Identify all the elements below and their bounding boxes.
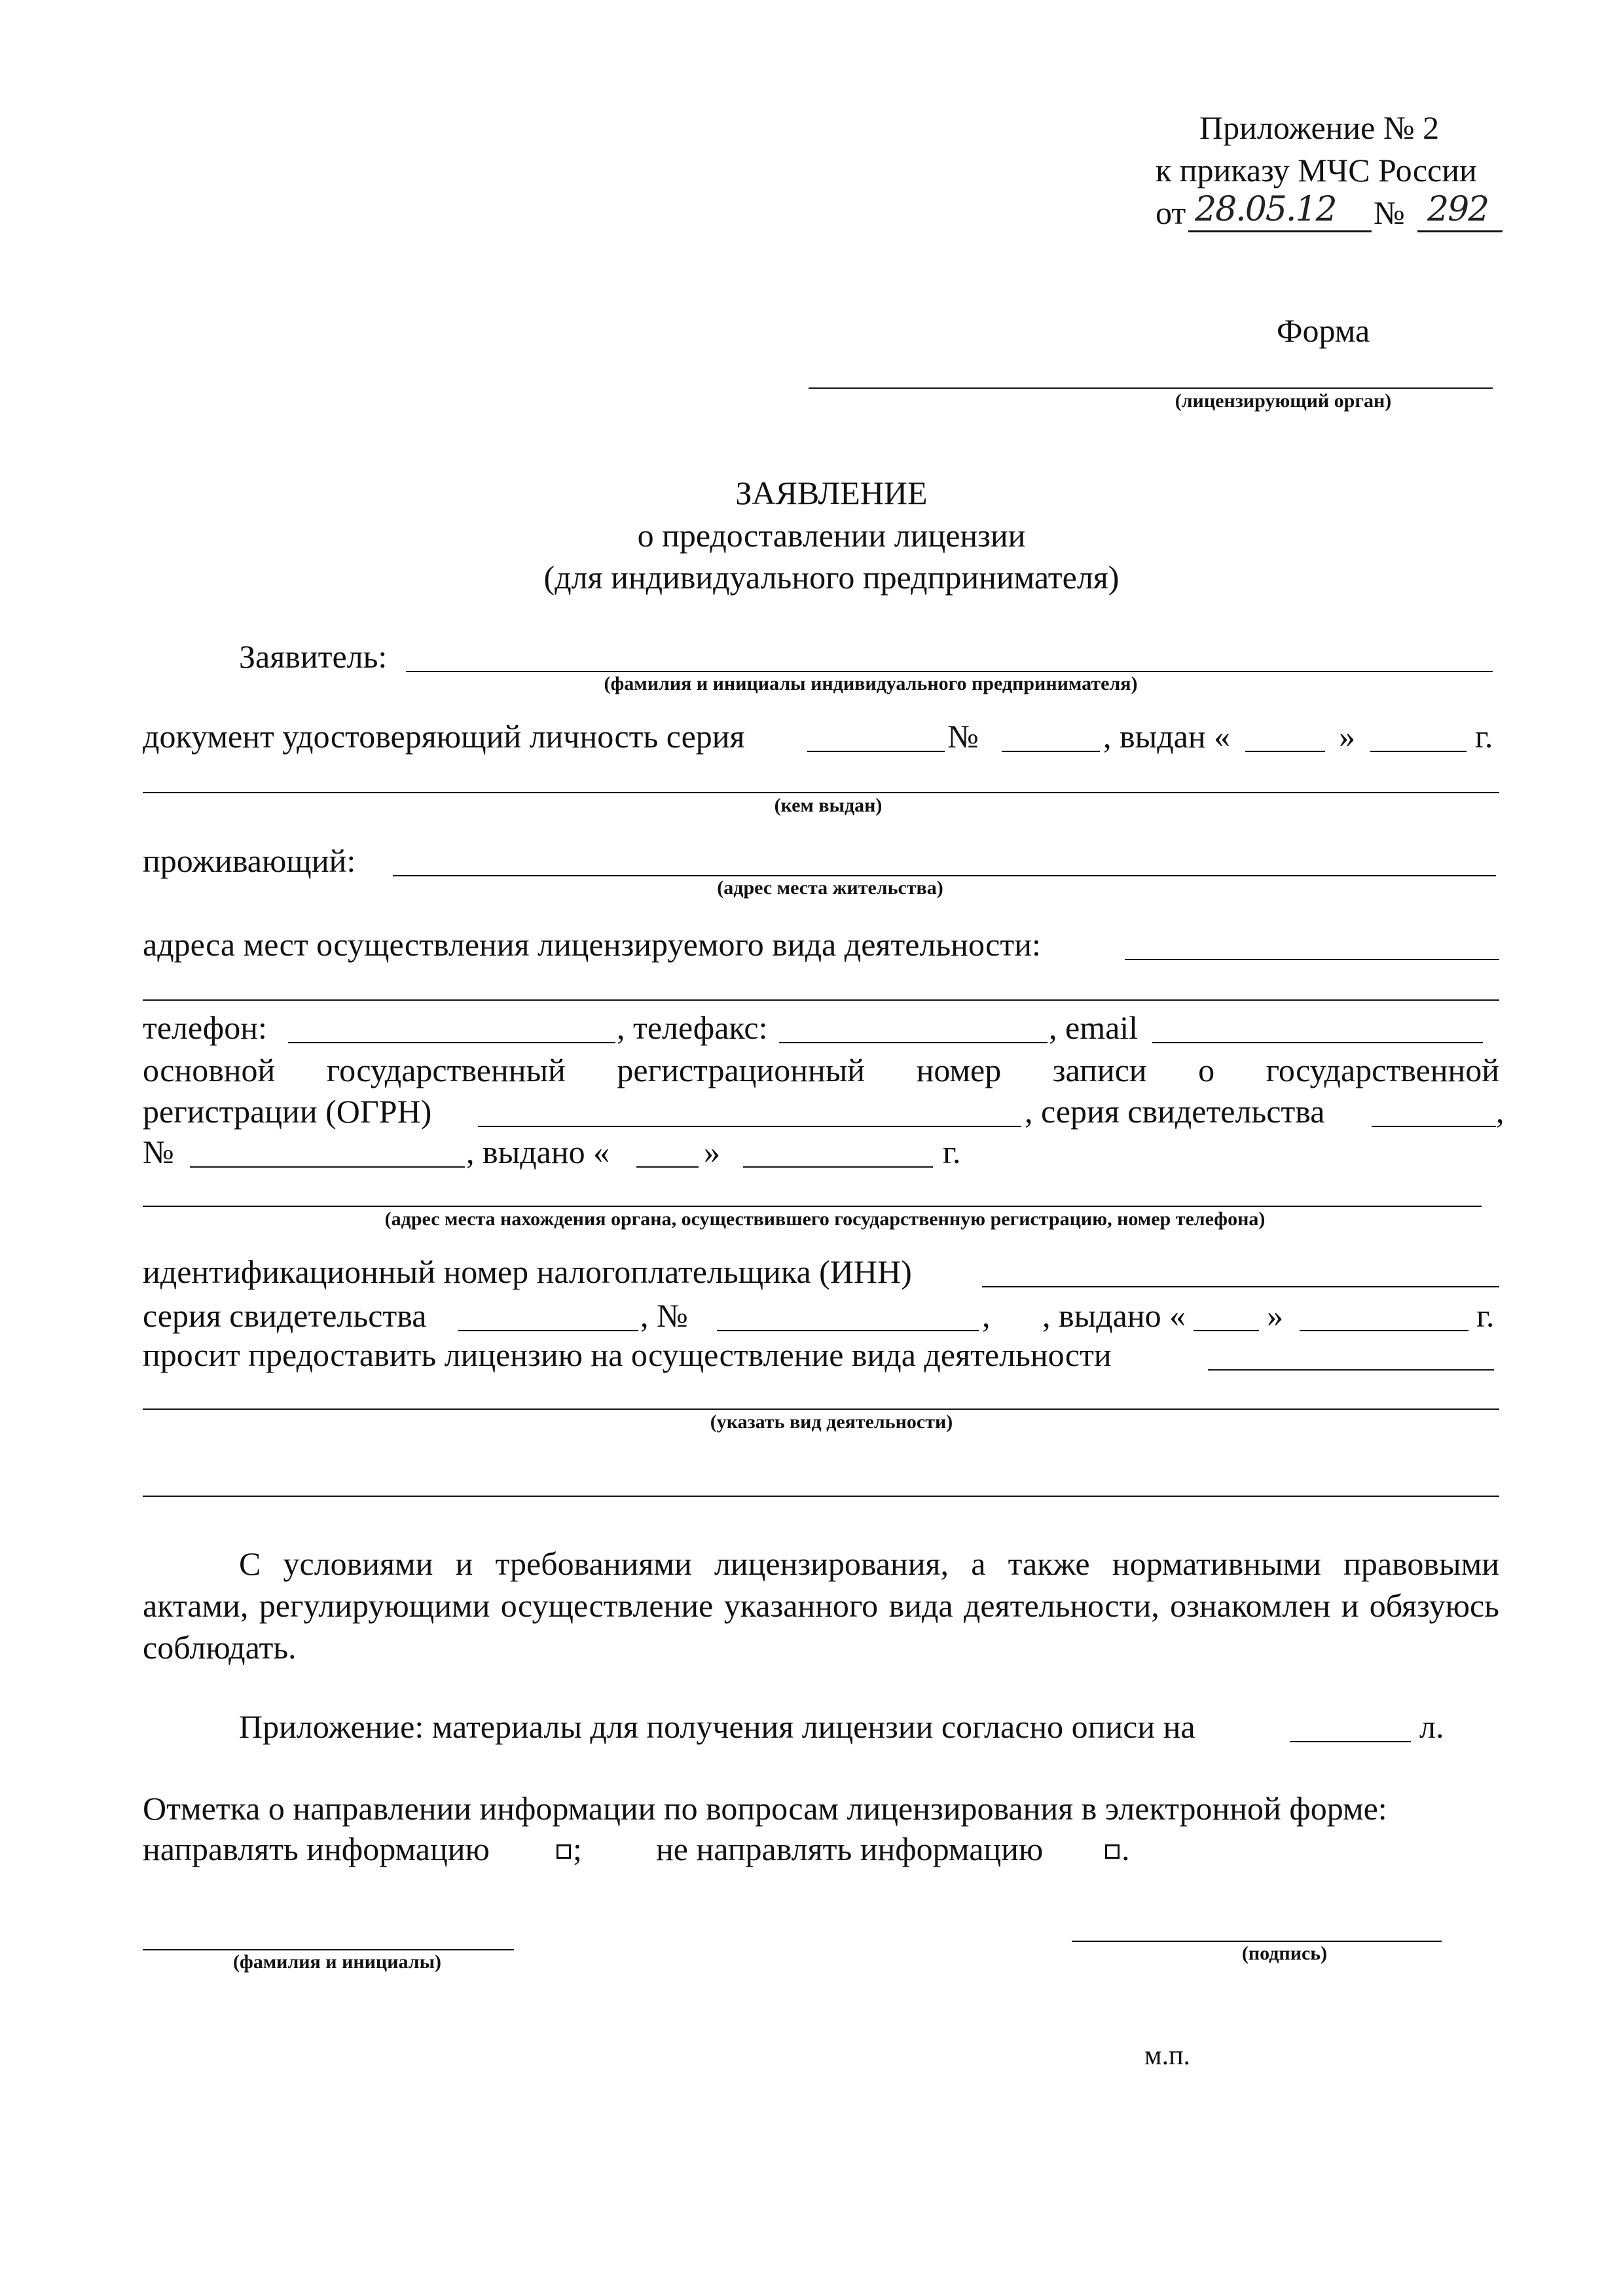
id-issued-month-field[interactable]	[1370, 751, 1467, 752]
email-field[interactable]	[1152, 1042, 1483, 1043]
signatory-name-field[interactable]	[143, 1949, 514, 1950]
certificate-number-field[interactable]	[190, 1166, 465, 1168]
electronic-notice-label: Отметка о направлении информации по вопросам лицензирования в электронной форме:	[143, 1790, 1387, 1827]
certificate-month-field[interactable]	[743, 1166, 933, 1168]
activity-type-field[interactable]	[1208, 1369, 1494, 1371]
caption-residence: (адрес места жительства)	[717, 877, 943, 899]
attachment-pages-field[interactable]	[1290, 1741, 1411, 1742]
applicant-label: Заявитель:	[239, 638, 388, 675]
activity-addresses-field[interactable]	[1125, 959, 1499, 960]
ogrn-label: регистрации (ОГРН)	[143, 1093, 432, 1130]
residing-label: проживающий:	[143, 842, 356, 879]
form-label: Форма	[1277, 312, 1370, 349]
order-date-prefix: от	[1156, 194, 1186, 231]
attachment-label: Приложение: материалы для получения лицензии согласно описи на	[239, 1708, 1195, 1745]
caption-issued-by: (кем выдан)	[774, 795, 883, 816]
applicant-field[interactable]	[406, 671, 1493, 672]
handwritten-date: 28.05.12	[1195, 190, 1336, 229]
handwritten-number: 292	[1427, 190, 1489, 229]
certificate-series-field[interactable]	[1372, 1126, 1496, 1127]
send-info-label: направлять информацию	[143, 1831, 490, 1867]
inn-label: идентификационный номер налогоплательщика (ИНН)	[143, 1253, 912, 1290]
acknowledgement-paragraph: С условиями и требованиями лицензирования, а также нормативными правовыми актами, регулирующими осуществление указанного вида деятельности, ознакомлен и обязуюсь соблюдать.	[143, 1545, 1499, 1666]
certificate-day-field[interactable]	[636, 1166, 699, 1168]
inn-day-field[interactable]	[1194, 1330, 1259, 1331]
activity-type-field-3[interactable]	[143, 1496, 1499, 1497]
order-number-sign: №	[1374, 194, 1405, 231]
caption-activity-type: (указать вид деятельности)	[710, 1411, 953, 1433]
ogrn-field[interactable]	[478, 1126, 1021, 1127]
no-send-info-label: не направлять информацию	[656, 1831, 1044, 1867]
certificate-series-label: , серия свидетельства	[1025, 1093, 1325, 1130]
issued-by-field[interactable]	[143, 792, 1499, 793]
request-label: просит предоставить лицензию на осуществление вида деятельности	[143, 1336, 1112, 1373]
activity-addresses-field-2[interactable]	[143, 999, 1499, 1001]
caption-name: (фамилия и инициалы)	[232, 1951, 442, 1973]
subtitle: о предоставлении лицензии	[637, 517, 1026, 554]
subtitle-2: (для индивидуального предпринимателя)	[543, 559, 1120, 596]
inn-number-field[interactable]	[717, 1330, 979, 1331]
seal-place: м.п.	[1144, 2041, 1191, 2071]
caption-registration-authority: (адрес места нахождения органа, осуществившего государственную регистрацию, номер телефона)	[384, 1208, 1266, 1230]
no-send-info-checkbox[interactable]	[1105, 1844, 1120, 1859]
id-series-field[interactable]	[807, 751, 945, 752]
residence-field[interactable]	[393, 875, 1496, 876]
fax-label: , телефакс:	[617, 1009, 768, 1046]
caption-applicant: (фамилия и инициалы индивидуального предпринимателя)	[604, 673, 1138, 694]
caption-signature: (подпись)	[1241, 1943, 1328, 1964]
title: ЗАЯВЛЕНИЕ	[735, 475, 928, 511]
id-number-field[interactable]	[1002, 751, 1100, 752]
inn-field[interactable]	[982, 1286, 1499, 1287]
send-info-checkbox[interactable]	[556, 1844, 571, 1859]
document-page: Приложение № 2 к приказу МЧС России от 28.05.12 № 292 Форма (лицензирующий орган) ЗАЯВЛЕНИЕ о предоставлении лицензии (для индивидуального предпринимателя) Заявитель: (фамилия и инициалы индивидуального предпринимателя) документ удостоверяющий личность серия № , выдан « » г. (кем выдан) проживающий: (адрес места жительства) адреса мест осуществления лицензируемого вида деятельности: телефон: , телефакс: , email основной государственный регистрационный номер записи о государственной регистрации (ОГРН) , серия свидетельства , № , выдано « » г. (адрес места нахождения органа, осуществившего государственную регистрацию, номер телефона) идентификационный номер налогоплательщика (ИНН) серия свидетельства , № , , выдано « » г. просит предоставить лицензию на осуществление вида деятельности (указать вид деятельности) С условиями и требованиями лицензирования, а также нормативными правовыми актами, регулирующими осуществление указанного вида деятельности, ознакомлен и обязуюсь соблюдать. Приложение: материалы для получения лицензии согласно описи на л. Отметка о направлении информации по вопросам лицензирования в электронной форме: направлять информацию ; не направлять информацию . (фамилия и инициалы) (подпись) м.п.	[0, 0, 1623, 2296]
signature-field[interactable]	[1072, 1941, 1442, 1942]
phone-field[interactable]	[288, 1042, 615, 1043]
activity-addresses-label: адреса мест осуществления лицензируемого вида деятельности:	[143, 926, 1041, 963]
activity-type-field-2[interactable]	[143, 1408, 1499, 1410]
ogrn-line: основной государственный регистрационный номер записи о государственной	[143, 1052, 1499, 1088]
email-label: , email	[1049, 1009, 1139, 1046]
caption-licensing-authority: (лицензирующий орган)	[1175, 390, 1392, 412]
registration-authority-field[interactable]	[143, 1206, 1482, 1207]
inn-series-label: серия свидетельства	[143, 1297, 427, 1334]
appendix-line: Приложение № 2	[1199, 109, 1440, 146]
inn-series-field[interactable]	[458, 1330, 638, 1331]
order-line: к приказу МЧС России	[1156, 152, 1477, 188]
id-issued-day-field[interactable]	[1245, 751, 1325, 752]
phone-label: телефон:	[143, 1009, 267, 1046]
fax-field[interactable]	[779, 1042, 1048, 1043]
id-document-label: документ удостоверяющий личность серия	[143, 718, 745, 755]
inn-month-field[interactable]	[1300, 1330, 1468, 1331]
